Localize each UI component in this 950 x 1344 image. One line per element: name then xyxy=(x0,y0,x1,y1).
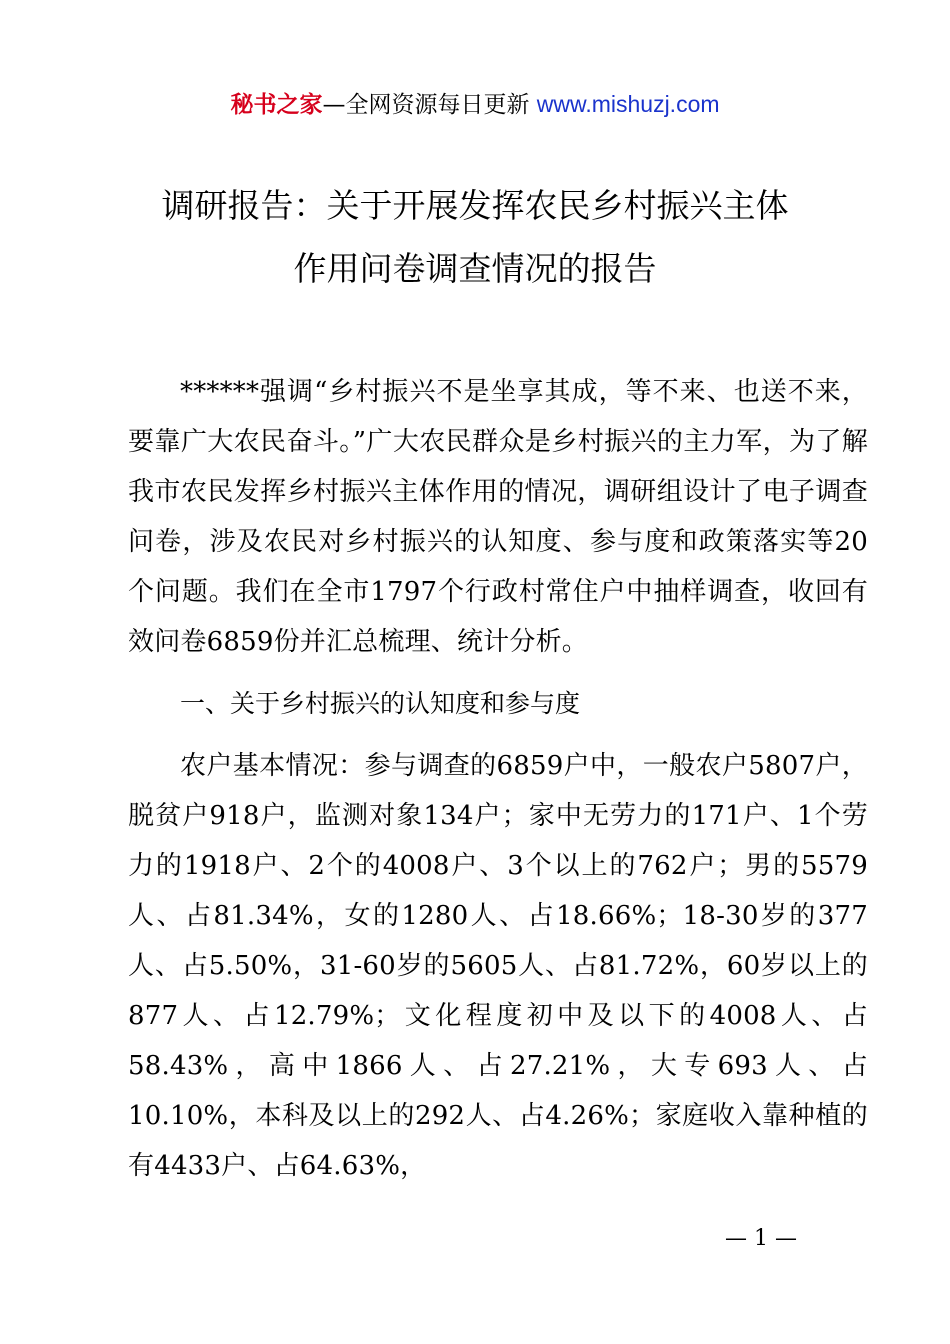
site-header xyxy=(0,88,950,121)
page-number: — 1 — xyxy=(725,1226,797,1251)
section-heading-1: 一、关于乡村振兴的认知度和参与度 xyxy=(180,689,581,718)
site-url-link[interactable]: www.mishuzj.com xyxy=(536,91,720,117)
body-paragraph-household-info: 农户基本情况：参与调查的6859户中，一般农户5807户，脱贫户918户，监测对象134户；家中无劳力的171户、1个劳力的1918户、2个的4008户、3个以上的762户；男的5579人、占81.34%，女的1280人、占18.66%；18-30岁的377人、占5.50%，31-60岁的5605人、占81.72%，60岁以上的877人、占12.79%；文化程度初中及以下的4008人、占58.43%，高中1866人、占27.21%，大专693人、占10.10%，本科及以上的292人、占4.26%；家庭收入靠种植的有4433户、占64.63%， xyxy=(128,751,868,1181)
document-title-line-1: 调研报告：关于开展发挥农民乡村振兴主体 xyxy=(161,186,789,225)
body-paragraph-intro: ******强调“乡村振兴不是坐享其成，等不来、也送不来，要靠广大农民奋斗。”广大农民群众是乡村振兴的主力军，为了解我市农民发挥乡村振兴主体作用的情况，调研组设计了电子调查问卷，涉及农民对乡村振兴的认知度、参与度和政策落实等20个问题。我们在全市1797个行政村常住户中抽样调查，收回有效问卷6859份并汇总梳理、统计分析。 xyxy=(128,377,868,657)
document-title-line-2: 作用问卷调查情况的报告 xyxy=(293,249,657,288)
header-slogan: —全网资源每日更新 xyxy=(322,92,530,118)
brand-name: 秘书之家 xyxy=(230,92,323,118)
